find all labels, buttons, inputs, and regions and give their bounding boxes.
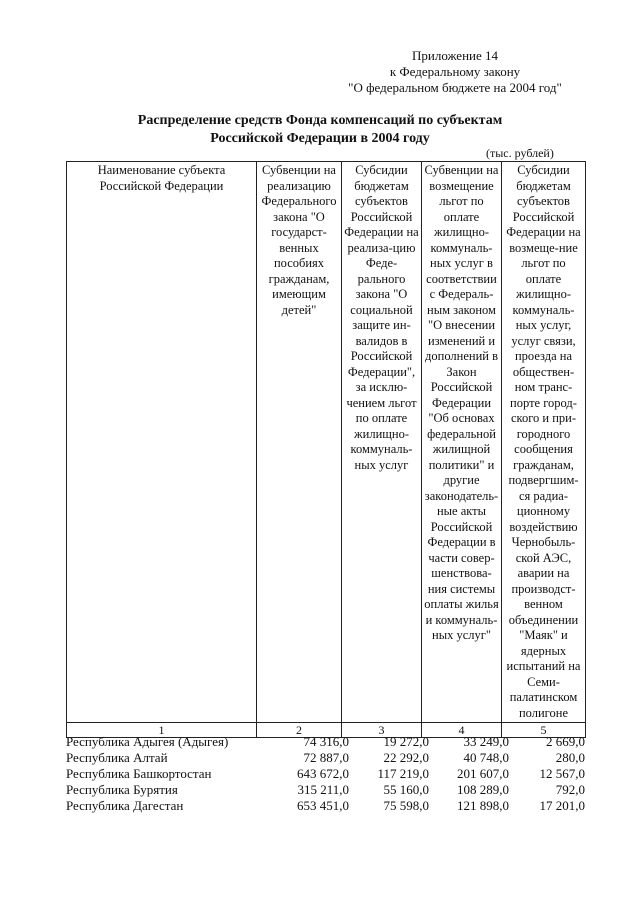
appendix-law-title: "О федеральном бюджете на 2004 год" <box>348 80 562 95</box>
appendix-number: Приложение 14 <box>411 48 499 63</box>
table-header <box>66 161 586 738</box>
value-col-4: 33 249,0 <box>463 734 509 749</box>
document-title-line-1: Распределение средств Фонда компенсаций по субъектам <box>137 113 503 128</box>
value-col-2: 74 316,0 <box>303 734 349 749</box>
value-col-3: 19 272,0 <box>383 734 429 749</box>
column-number-3: 3 <box>342 723 422 738</box>
column-header-2: Субвенции на реализацию Федерального закона "О государст-венных пособиях гражданам, имеющим детей" <box>257 162 342 723</box>
value-col-5: 17 201,0 <box>539 798 585 813</box>
value-col-3: 75 598,0 <box>383 798 429 813</box>
value-col-3: 55 160,0 <box>383 782 429 797</box>
region-name: Республика Дагестан <box>66 798 184 813</box>
value-col-4: 121 898,0 <box>457 798 509 813</box>
appendix-law-ref: к Федеральному закону <box>389 64 521 79</box>
units-note: (тыс. рублей) <box>486 146 554 160</box>
column-number-1: 1 <box>67 723 257 738</box>
region-name: Республика Бурятия <box>66 782 178 797</box>
column-header-4: Субвенции на возмещение льгот по оплате жилищно-коммуналь-ных услуг в соответствии с Федераль-ным законом "О внесении изменений и дополнений в Закон Российской Федерации "Об основах федеральной жилищной политики" и другие законодатель-ные акты Российской Федерации в части совер-шенствова-ния системы оплаты жилья и коммуналь-ных услуг" <box>422 162 502 723</box>
column-number-5: 5 <box>502 723 586 738</box>
value-col-2: 72 887,0 <box>303 750 349 765</box>
value-col-5: 280,0 <box>555 750 585 765</box>
column-number-4: 4 <box>422 723 502 738</box>
value-col-3: 117 219,0 <box>377 766 429 781</box>
value-col-3: 22 292,0 <box>383 750 429 765</box>
table-row <box>66 766 585 782</box>
value-col-5: 792,0 <box>555 782 585 797</box>
table-row <box>66 750 585 766</box>
value-col-4: 40 748,0 <box>463 750 509 765</box>
table-row <box>66 798 585 814</box>
region-name: Республика Адыгея (Адыгея) <box>66 734 229 749</box>
value-col-5: 2 669,0 <box>546 734 585 749</box>
header-labels-row <box>67 162 586 723</box>
table-row <box>66 734 585 750</box>
column-header-3: Субсидии бюджетам субъектов Российской Федерации на реализа-цию Феде-рального закона "О социальной защите ин-валидов в Российской Федерации", за исклю-чением льгот по оплате жилищно-коммуналь-ных услуг <box>342 162 422 723</box>
column-number-2: 2 <box>257 723 342 738</box>
value-col-2: 315 211,0 <box>297 782 349 797</box>
appendix-reference <box>300 48 610 96</box>
data-table <box>66 734 585 814</box>
column-header-5: Субсидии бюджетам субъектов Российской Федерации на возмеще-ние льгот по оплате жилищно-коммуналь-ных услуг, услуг связи, проезда на обществен-ном транс-порте город-ского и при-городного сообщения гражданам, подвергшим-ся радиа-ционному воздействию Чернобыль-ской АЭС, аварии на производст-венном объединении "Маяк" и ядерных испытаний на Семи-палатинском полигоне <box>502 162 586 723</box>
value-col-2: 653 451,0 <box>297 798 349 813</box>
value-col-2: 643 672,0 <box>297 766 349 781</box>
region-name: Республика Алтай <box>66 750 168 765</box>
region-name: Республика Башкортостан <box>66 766 212 781</box>
table-row <box>66 782 585 798</box>
document-title <box>80 112 560 148</box>
value-col-5: 12 567,0 <box>539 766 585 781</box>
column-header-1: Наименование субъекта Российской Федерации <box>67 162 257 723</box>
value-col-4: 201 607,0 <box>457 766 509 781</box>
document-title-line-2: Российской Федерации в 2004 году <box>210 131 430 146</box>
value-col-4: 108 289,0 <box>457 782 509 797</box>
